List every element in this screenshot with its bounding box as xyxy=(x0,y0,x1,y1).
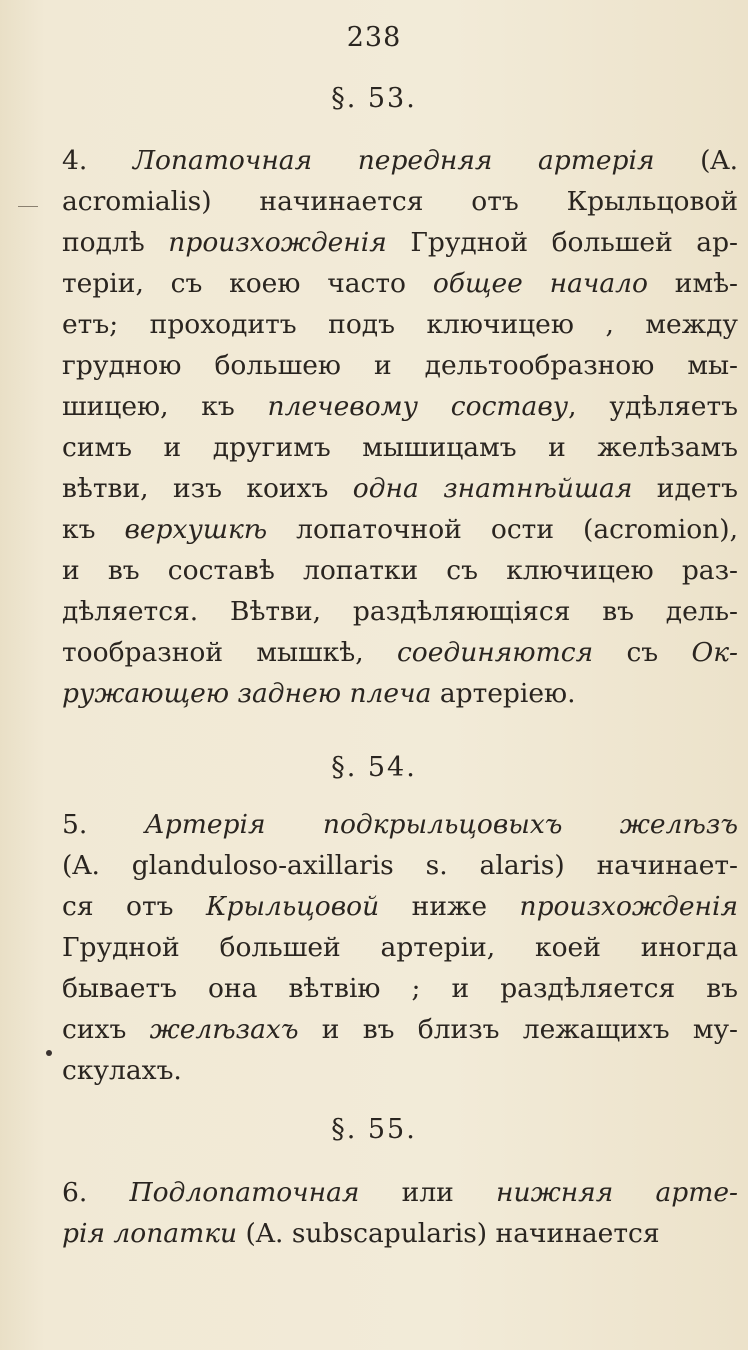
italic-term: рія лопатки xyxy=(62,1218,238,1249)
text-line xyxy=(62,222,738,263)
text-run: и въ близъ лежащихъ му- xyxy=(298,1014,738,1045)
section-mark-54: §. 54. xyxy=(331,752,417,783)
italic-term: Артерія подкрыльцовыхъ желѣзъ xyxy=(144,809,738,840)
text-run: Грудной большей артеріи, коей иногда xyxy=(62,932,738,963)
text-line xyxy=(62,140,738,181)
text-run: лопаточной ости (acromion), xyxy=(267,514,738,545)
text-line xyxy=(62,509,738,550)
text-line xyxy=(62,845,738,886)
text-run: ниже xyxy=(379,891,520,922)
italic-term: желѣзахъ xyxy=(149,1014,299,1045)
text-run: Грудной большей ар- xyxy=(386,227,738,258)
text-run: (A. glanduloso-axillaris s. alaris) начинает- xyxy=(62,850,738,881)
text-run: 4. xyxy=(62,145,133,176)
margin-dash xyxy=(18,206,38,207)
text-run: къ xyxy=(62,514,125,545)
paragraph-53 xyxy=(62,140,738,714)
text-line xyxy=(62,468,738,509)
italic-term: ружающею заднею плеча xyxy=(62,678,432,709)
italic-term: одна знатнѣйшая xyxy=(352,473,633,504)
text-run: дѣляется. Вѣтви, раздѣляющіяся въ дель- xyxy=(62,596,738,627)
text-line xyxy=(62,927,738,968)
text-line xyxy=(62,386,738,427)
text-line xyxy=(62,591,738,632)
margin-dot xyxy=(46,1050,52,1056)
text-line xyxy=(62,804,738,845)
text-line xyxy=(62,1172,738,1213)
italic-term: произхожденія xyxy=(519,891,738,922)
paragraph-54 xyxy=(62,804,738,1091)
text-run: съ xyxy=(593,637,692,668)
section-mark-55: §. 55. xyxy=(331,1114,417,1145)
italic-term: плечевому составу xyxy=(267,391,569,422)
text-run: acromialis) начинается отъ Крыльцовой xyxy=(62,186,738,217)
italic-term: нижняя арте- xyxy=(496,1177,738,1208)
text-run: или xyxy=(359,1177,497,1208)
text-run: артеріею. xyxy=(431,678,576,709)
text-line xyxy=(62,181,738,222)
text-run: и въ составѣ лопатки съ ключицею раз- xyxy=(62,555,738,586)
page-number: 238 xyxy=(346,22,402,53)
text-run: бываетъ она вѣтвію ; и раздѣляется въ xyxy=(62,973,738,1004)
text-line xyxy=(62,1213,738,1254)
text-line xyxy=(62,632,738,673)
text-run: скулахъ. xyxy=(62,1055,182,1086)
text-run: 5. xyxy=(62,809,145,840)
text-run: грудною большею и дельтообразною мы- xyxy=(62,350,738,381)
text-line xyxy=(62,1050,738,1091)
italic-term: общее начало xyxy=(432,268,648,299)
text-run: вѣтви, изъ коихъ xyxy=(62,473,353,504)
italic-term: произхожденія xyxy=(168,227,387,258)
paragraph-55 xyxy=(62,1172,738,1254)
text-line xyxy=(62,427,738,468)
text-run: теріи, съ коею часто xyxy=(62,268,433,299)
text-run: (A. xyxy=(654,145,738,176)
italic-term: Крыльцовой xyxy=(205,891,380,922)
italic-term: Подлопаточная xyxy=(129,1177,360,1208)
text-run: (A. subscapularis) начинается xyxy=(237,1218,660,1249)
section-mark-53: §. 53. xyxy=(331,83,417,114)
text-run: симъ и другимъ мышицамъ и желѣзамъ xyxy=(62,432,738,463)
text-line xyxy=(62,304,738,345)
text-line xyxy=(62,886,738,927)
italic-term: Ок- xyxy=(691,637,738,668)
italic-term: Лопаточная передняя артерія xyxy=(132,145,655,176)
text-line xyxy=(62,673,738,714)
text-line xyxy=(62,968,738,1009)
text-line xyxy=(62,1009,738,1050)
text-line xyxy=(62,550,738,591)
text-run: сихъ xyxy=(62,1014,150,1045)
text-run: имѣ- xyxy=(648,268,739,299)
text-run: тообразной мышкѣ, xyxy=(62,637,397,668)
text-run: идетъ xyxy=(632,473,738,504)
italic-term: соединяются xyxy=(396,637,594,668)
text-run: шицею, къ xyxy=(62,391,268,422)
text-run: подлѣ xyxy=(62,227,169,258)
text-line xyxy=(62,263,738,304)
text-run: , удѣляетъ xyxy=(568,391,738,422)
text-run: 6. xyxy=(62,1177,130,1208)
text-run: етъ; проходитъ подъ ключицею , между xyxy=(62,309,738,340)
text-line xyxy=(62,345,738,386)
italic-term: верхушкѣ xyxy=(124,514,268,545)
text-run: ся отъ xyxy=(62,891,206,922)
